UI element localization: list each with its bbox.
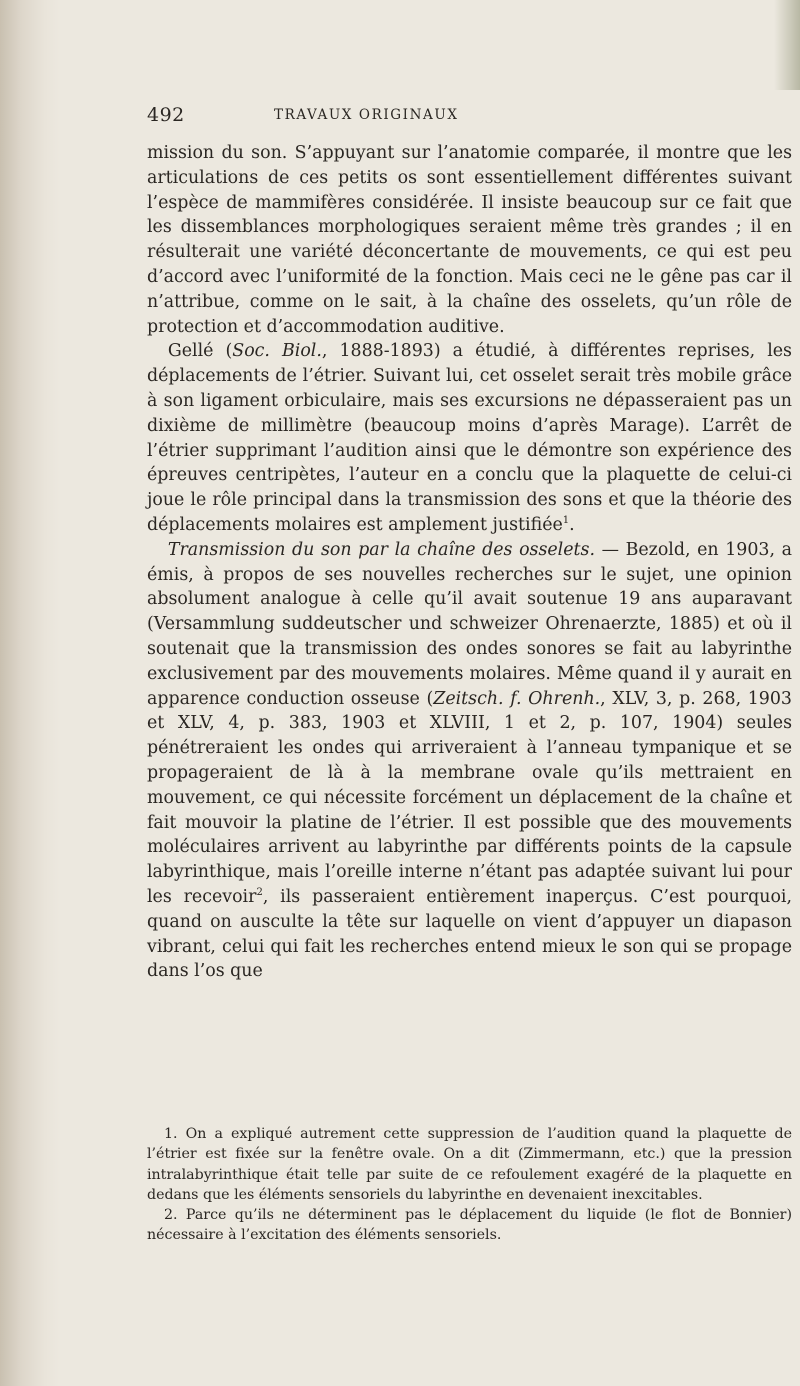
page-corner-shadow [774,0,800,90]
paragraph-3 [147,538,792,984]
paragraph-3-citation: Zeitsch. f. Ohrenh. [433,688,601,709]
footnotes [147,1124,792,1246]
section-heading: Transmission du son par la chaîne des osselets. [167,539,595,560]
paragraph-2 [147,339,792,537]
paragraph-1: mission du son. S’appuyant sur l’anatomie comparée, il montre que les articulations de ces petits os sont essentiellement différentes suivant l’espèce de mammifères considérée. Il insiste beaucoup sur ce fait que les dissemblances morphologiques seraient même très grandes ; il en résulterait une variété déconcertante de mouvements, ce qui est peu d’accord avec l’uniformité de la fonction. Mais ceci ne le gêne pas car il n’attribue, comme on le sait, à la chaîne des osselets, qu’un rôle de protection et d’accommodation auditive. [147,143,792,337]
paragraph-3-text-b: , XLV, 3, p. 268, 1903 et XLV, 4, p. 383, 1903 et XLVIII, 1 et 2, p. 107, 1904) seules pénétreraient les ondes qui arriveraient à l’anneau tympanique et se propageraient de là à la membrane ovale qu’ils mettraient en mouvement, ce qui nécessite forcément un déplacement de la chaîne et fait mouvoir la platine de l’étrier. Il est possible que des mouvements moléculaires arrivent au labyrinthe par différents points de la capsule labyrinthique, mais l’oreille interne n’étant pas adaptée suivant lui pour les recevoir [147,688,792,907]
page-number: 492 [147,104,185,126]
running-title: TRAVAUX ORIGINAUX [274,107,459,123]
paragraph-2-text-c: . [569,514,575,535]
paragraph-3-text-c: , ils passeraient entièrement inaperçus. C’est pourquoi, quand on ausculte la tête sur laquelle on vient d’appuyer un diapason vibrant, celui qui fait les recherches entend mieux le son qui se propage dans l’os que [147,886,793,982]
paragraph-2-text-a: Gellé ( [167,341,233,362]
footnote-2: 2. Parce qu’ils ne déterminent pas le déplacement du liquide (le flot de Bonnier) nécessaire à l’excitation des éléments sensoriels. [147,1207,792,1244]
page-spine-shadow [0,0,60,1386]
running-head [147,104,792,128]
body-text [147,141,792,984]
paragraph-3-text-a: — Bezold, en 1903, a émis, à propos de ses nouvelles recherches sur le sujet, une opinion absolument analogue à celle qu’il avait soutenue 19 ans auparavant (Versammlung suddeutscher und schweizer Ohrenaerzte, 1885) et où il soutenait que la transmission des ondes sonores se fait au labyrinthe exclusivement par des mouvements molaires. Même quand il y aurait en apparence conduction osseuse ( [147,539,792,709]
paragraph-2-citation: Soc. Biol. [232,341,322,362]
footnote-ref-2: 2 [256,887,263,899]
footnote-ref-1: 1 [562,515,570,527]
paragraph-2-text-b: , 1888-1893) a étudié, à différentes reprises, les déplacements de l’étrier. Suivant lui, cet osselet serait très mobile grâce à son ligament orbiculaire, mais ses excursions ne dépasseraient pas un dixième de millimètre (beaucoup moins d’après Marage). L’arrêt de l’étrier supprimant l’audition ainsi que le démontre son expérience des épreuves centripètes, l’auteur en a conclu que la plaquette de celui-ci joue le rôle principal dans la transmission des sons et que la théorie des déplacements molaires est amplement justifiée [147,341,792,535]
footnote-1: 1. On a expliqué autrement cette suppression de l’audition quand la plaquette de l’étrier est fixée sur la fenêtre ovale. On a dit (Zimmermann, etc.) que la pression intralabyrinthique était telle par suite de ce refoulement exagéré de la plaquette en dedans que les éléments sensoriels du labyrinthe en devenaient inexcitables. [147,1126,792,1203]
